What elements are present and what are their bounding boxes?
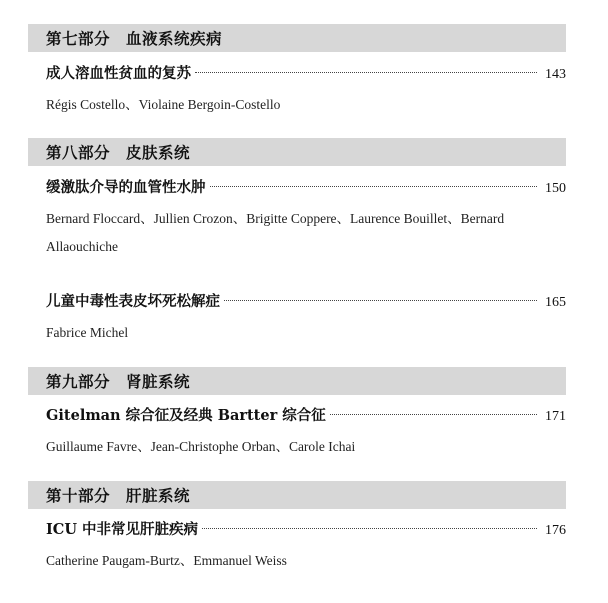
section-part-10 bbox=[28, 481, 566, 509]
page-number: 143 bbox=[545, 67, 566, 82]
toc-entry[interactable] bbox=[46, 291, 566, 347]
dot-leader bbox=[330, 414, 537, 415]
page-number: 176 bbox=[545, 523, 566, 538]
toc-entry[interactable] bbox=[46, 63, 566, 119]
chapter-title: Gitelman 综合征及经典 Bartter 综合征 bbox=[46, 407, 326, 424]
section-part-8 bbox=[28, 138, 566, 166]
section-title: 肾脏系统 bbox=[126, 372, 191, 391]
toc-entry[interactable] bbox=[46, 519, 566, 575]
dot-leader bbox=[210, 186, 538, 187]
toc-title-line bbox=[46, 519, 566, 541]
section-header bbox=[28, 24, 566, 52]
section-header bbox=[28, 138, 566, 166]
toc-title-line bbox=[46, 63, 566, 85]
page-number: 150 bbox=[545, 181, 566, 196]
chapter-authors: Régis Costello、Violaine Bergoin-Costello bbox=[46, 97, 281, 112]
section-title: 血液系统疾病 bbox=[126, 29, 223, 48]
chapter-title: ICU 中非常见肝脏疾病 bbox=[46, 521, 199, 538]
page-number: 171 bbox=[545, 409, 566, 424]
section-part-label: 第十部分 bbox=[46, 486, 111, 505]
chapter-authors: Catherine Paugam-Burtz、Emmanuel Weiss bbox=[46, 553, 287, 568]
chapter-title: 成人溶血性贫血的复苏 bbox=[46, 65, 191, 82]
section-title: 肝脏系统 bbox=[126, 486, 191, 505]
dot-leader bbox=[195, 72, 537, 73]
toc-title-line bbox=[46, 177, 566, 199]
section-part-9 bbox=[28, 367, 566, 395]
chapter-authors: Fabrice Michel bbox=[46, 325, 129, 340]
chapter-authors: Guillaume Favre、Jean-Christophe Orban、Carole Ichai bbox=[46, 439, 356, 454]
dot-leader bbox=[224, 300, 537, 301]
toc-entry[interactable] bbox=[46, 405, 566, 461]
toc-title-line bbox=[46, 405, 566, 427]
section-part-label: 第八部分 bbox=[46, 143, 111, 162]
section-part-label: 第七部分 bbox=[46, 29, 111, 48]
dot-leader bbox=[202, 528, 537, 529]
section-part-7 bbox=[28, 24, 566, 52]
section-header bbox=[28, 367, 566, 395]
section-part-label: 第九部分 bbox=[46, 372, 111, 391]
chapter-authors: Bernard Floccard、Jullien Crozon、Brigitte Coppere、Laurence Bouillet、Bernard Allaouchiche bbox=[46, 211, 505, 254]
section-title: 皮肤系统 bbox=[126, 143, 191, 162]
toc-entry[interactable] bbox=[46, 177, 566, 261]
toc-title-line bbox=[46, 291, 566, 313]
chapter-title: 缓激肽介导的血管性水肿 bbox=[46, 179, 206, 196]
page-number: 165 bbox=[545, 295, 566, 310]
chapter-title: 儿童中毒性表皮坏死松解症 bbox=[46, 293, 220, 310]
section-header bbox=[28, 481, 566, 509]
